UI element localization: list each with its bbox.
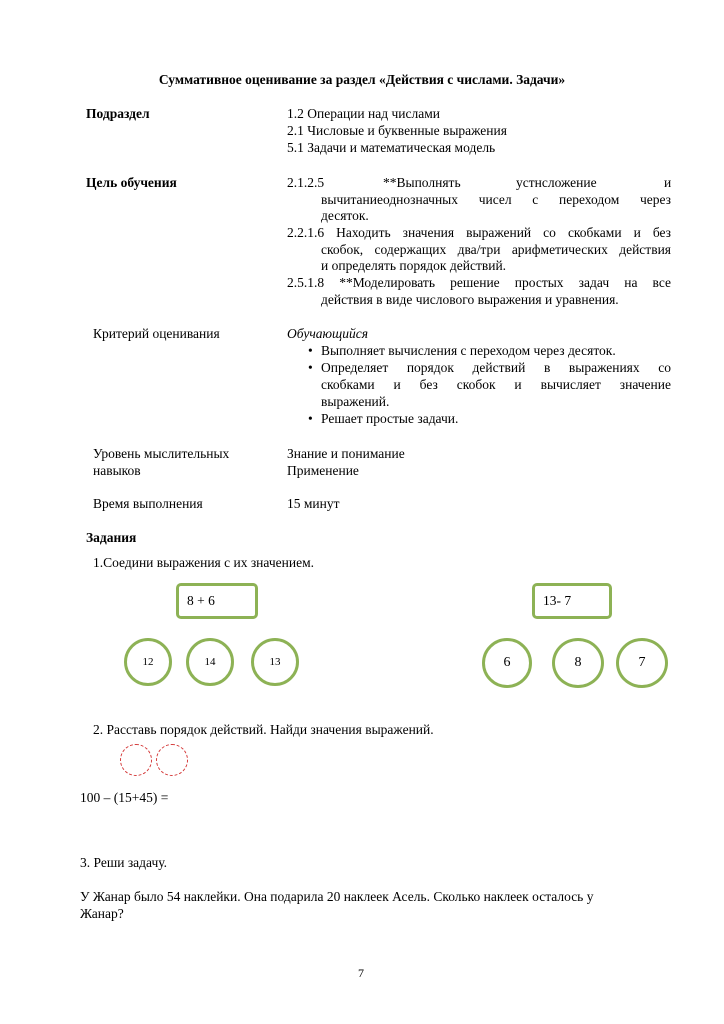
expression-box-left[interactable]: 8 + 6 xyxy=(176,583,258,619)
answer-circle[interactable]: 8 xyxy=(552,638,604,688)
page-number: 7 xyxy=(358,966,364,980)
criteria-text: выражений. xyxy=(321,394,390,409)
criteria-text: скобками и без скобок и вычисляет значение xyxy=(321,377,671,392)
goal-text: устнсложение xyxy=(516,175,597,190)
goal-text: и определять порядок действий. xyxy=(321,258,507,273)
task2-text: 2. Расставь порядок действий. Найди значения выражений. xyxy=(93,722,434,737)
skills-value: Применение xyxy=(287,463,359,478)
subsection-item: 5.1 Задачи и математическая модель xyxy=(287,140,496,155)
goal-text: и xyxy=(664,175,672,190)
order-circle[interactable] xyxy=(156,744,188,776)
criteria-bullet: • Решает простые задачи. xyxy=(321,411,458,427)
goal-text: десяток. xyxy=(321,208,369,223)
criteria-label: Критерий оценивания xyxy=(93,326,220,341)
answer-circle[interactable]: 12 xyxy=(124,638,172,686)
criteria-learner: Обучающийся xyxy=(287,326,369,341)
answer-circle[interactable]: 14 xyxy=(186,638,234,686)
task2-expression: 100 – (15+45) = xyxy=(80,790,169,805)
subsection-item: 1.2 Операции над числами xyxy=(287,106,440,121)
order-circle[interactable] xyxy=(120,744,152,776)
criteria-bullet: • Определяет порядок действий в выражениях со xyxy=(321,360,671,376)
task3-text: 3. Реши задачу. xyxy=(80,855,168,870)
goal-text: вычитаниеоднозначных чисел с переходом через xyxy=(321,192,671,207)
criteria-bullet: • Выполняет вычисления с переходом через десяток. xyxy=(321,343,616,359)
subsection-label: Подраздел xyxy=(86,106,150,121)
goal-number: 2.1.2.5 xyxy=(287,175,325,190)
goal-text: действия в виде числового выражения и уравнения. xyxy=(321,292,619,307)
answer-circle[interactable]: 6 xyxy=(482,638,532,688)
answer-circle[interactable]: 13 xyxy=(251,638,299,686)
expression-box-right[interactable]: 13- 7 xyxy=(532,583,612,619)
subsection-item: 2.1 Числовые и буквенные выражения xyxy=(287,123,507,138)
goals-label: Цель обучения xyxy=(86,175,177,190)
time-value: 15 минут xyxy=(287,496,340,511)
skills-label: Уровень мыслительных xyxy=(93,446,230,461)
skills-label: навыков xyxy=(93,463,141,478)
skills-value: Знание и понимание xyxy=(287,446,405,461)
answer-circle[interactable]: 7 xyxy=(616,638,668,688)
tasks-heading: Задания xyxy=(86,530,137,545)
goal-text: 2.2.1.6 Находить значения выражений со скобками и без xyxy=(287,225,671,240)
time-label: Время выполнения xyxy=(93,496,203,511)
goal-text: 2.5.1.8 **Моделировать решение простых задач на все xyxy=(287,275,671,290)
goal-text: скобок, содержащих два/три арифметических действия xyxy=(321,242,671,257)
task3-problem: У Жанар было 54 наклейки. Она подарила 20 наклеек Асель. Сколько наклеек осталось у xyxy=(80,889,594,904)
goal-text: **Выполнять xyxy=(383,175,461,190)
page-title: Суммативное оценивание за раздел «Действия с числами. Задачи» xyxy=(158,72,566,87)
task3-problem: Жанар? xyxy=(80,906,124,921)
task1-text: 1.Соедини выражения с их значением. xyxy=(93,555,315,570)
